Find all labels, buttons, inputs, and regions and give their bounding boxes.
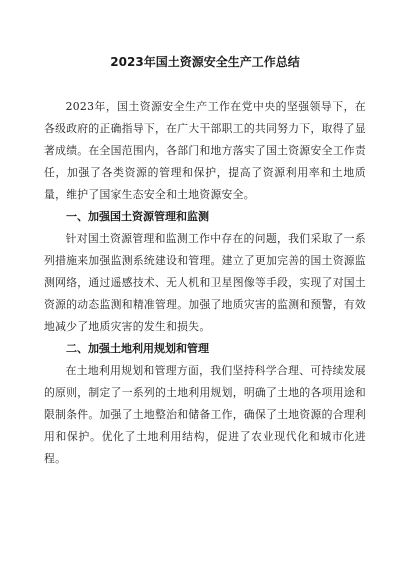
section-1-paragraph: 针对国土资源管理和监测工作中存在的问题，我们采取了一系列措施来加强监测系统建设和管理。建立了更加完善的国土资源监测网络，通过遥感技术、无人机和卫星图像等手段，实现了对国土资源的动态监测和精准管理。加强了地质灾害的监测和预警，有效地减少了地质灾害的发生和损失。 (44, 232, 366, 333)
document-title: 2023年国土资源安全生产工作总结 (110, 55, 300, 69)
section-2-heading: 二、加强土地利用规划和管理 (66, 342, 209, 355)
intro-paragraph: 2023年，国土资源安全生产工作在党中央的坚强领导下，在各级政府的正确指导下，在广大干部职工的共同努力下，取得了显著成绩。在全国范围内，各部门和地方落实了国土资源安全工作责任，加强了各类资源的管理和保护，提高了资源利用率和土地质量，维护了国家生态安全和土地资源安全。 (44, 100, 366, 201)
section-2-paragraph: 在土地利用规划和管理方面，我们坚持科学合理、可持续发展的原则，制定了一系列的土地利用规划，明确了土地的各项用途和限制条件。加强了土地整治和储备工作，确保了土地资源的合理利用和保护。优化了土地利用结构，促进了农业现代化和城市化进程。 (44, 364, 366, 465)
section-1-heading: 一、加强国土资源管理和监测 (66, 210, 209, 223)
